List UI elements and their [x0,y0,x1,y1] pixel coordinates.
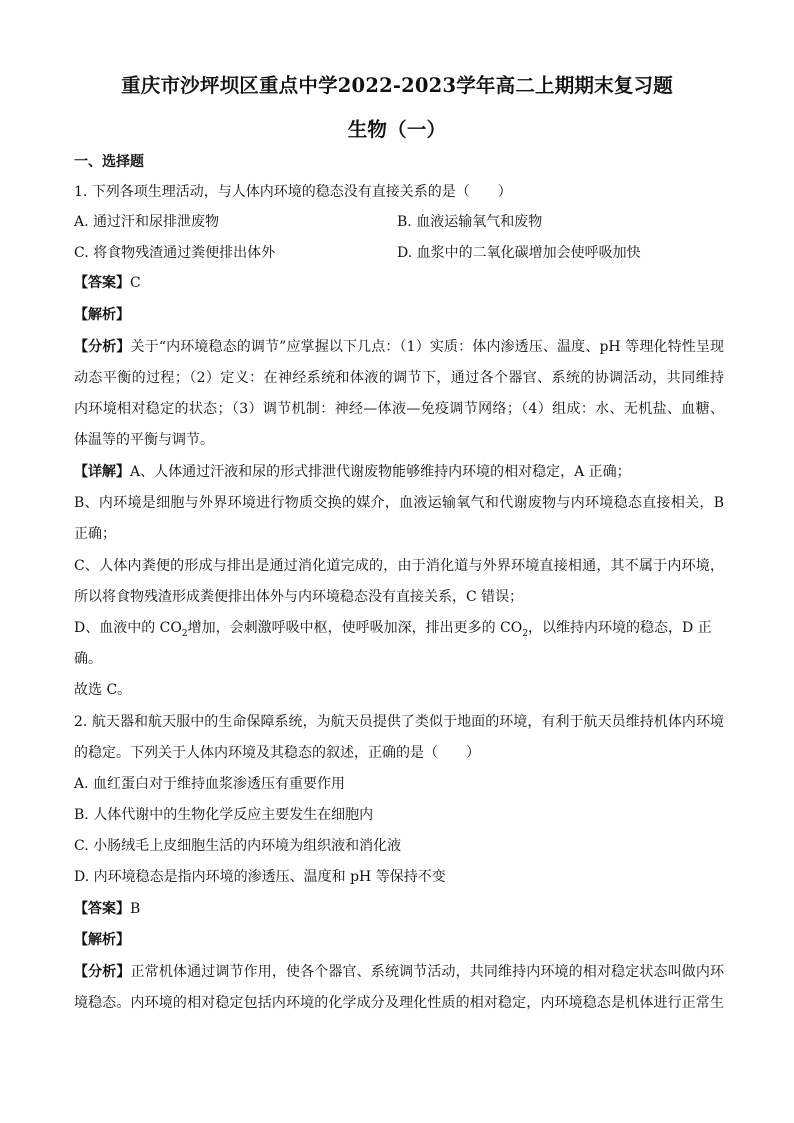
fenxi-text: 正常机体通过调节作用，使各个器官、系统调节活动，共同维持内环境的相对稳定状态叫做内环 [130,964,725,980]
document-subtitle: 生物（一） [347,118,447,141]
fenxi-text: 关于“内环境稳态的调节”应掌握以下几点：（1）实质：体内渗透压、温度、pH 等理化特性呈现 [130,339,725,355]
fenxi-tag: 【分析】 [74,339,131,355]
q1-fenxi-line-1 [74,337,724,357]
q1-option-b: B. 血液运输氧气和废物 [397,214,543,230]
q1-option-c: C. 将食物残渣通过粪便排出体外 [74,245,276,261]
q1-conclusion: 故选 C。 [74,682,132,698]
q1-xiangjie-line-2: B、内环境是细胞与外界环境进行物质交换的媒介，血液运输氧气和代谢废物与内环境稳态直接相关，B [74,495,724,511]
q2-stem-line-1: 2. 航天器和航天服中的生命保障系统，为航天员提供了类似于地面的环境，有利于航天员维持机体内环境 [74,714,724,730]
q1-fenxi-line-4: 体温等的平衡与调节。 [74,432,214,448]
xiangjie-text: A、人体通过汗液和尿的形式排泄代谢废物能够维持内环境的相对稳定，A 正确； [130,464,631,480]
q2-stem-line-2: 的稳定。下列关于人体内环境及其稳态的叙述，正确的是（ ） [74,745,480,761]
q2-option-c: C. 小肠绒毛上皮细胞生活的内环境为组织液和消化液 [74,838,402,854]
q1-xiangjie-line-1 [74,462,724,482]
q2-jiexi-tag: 【解析】 [74,932,130,948]
d-line-part-3: ，以维持内环境的稳态，D 正 [527,620,712,636]
q1-option-a: A. 通过汗和尿排泄废物 [74,214,220,230]
q2-option-a: A. 血红蛋白对于维持血浆渗透压有重要作用 [74,776,346,792]
q1-answer [74,273,724,293]
answer-value: C [130,275,141,291]
q1-xiangjie-line-7: 确。 [74,651,102,667]
q2-option-d: D. 内环境稳态是指内环境的渗透压、温度和 pH 等保持不变 [74,869,446,885]
q2-fenxi-line-2: 境稳态。内环境的相对稳定包括内环境的化学成分及理化性质的相对稳定，内环境稳态是机体进行正常生 [74,995,724,1011]
q1-jiexi-tag: 【解析】 [74,307,130,323]
q2-answer [74,899,724,919]
fenxi-tag: 【分析】 [74,964,131,980]
co2-subscript: 2 [522,628,528,639]
answer-tag: 【答案】 [74,275,130,291]
answer-tag: 【答案】 [74,901,130,917]
answer-value: B [130,901,141,917]
q1-xiangjie-line-6 [74,618,724,644]
q1-xiangjie-line-5: 所以将食物残渣形成粪便排出体外与内环境稳态没有直接关系，C 错误； [74,589,524,605]
q1-stem: 1. 下列各项生理活动，与人体内环境的稳态没有直接关系的是（ ） [74,184,512,200]
q1-fenxi-line-3: 内环境相对稳定的状态；（3）调节机制：神经—体液—免疫调节网络；（4）组成：水、无机盐、血糖、 [74,401,724,417]
xiangjie-tag: 【详解】 [74,464,130,480]
co2-subscript: 2 [181,628,188,639]
q1-option-d: D. 血浆中的二氧化碳增加会使呼吸加快 [397,245,641,261]
q1-xiangjie-line-3: 正确； [74,526,116,542]
q1-fenxi-line-2: 动态平衡的过程；（2）定义：在神经系统和体液的调节下，通过各个器官、系统的协调活动，共同维持 [74,370,724,386]
q1-xiangjie-line-4: C、人体内粪便的形成与排出是通过消化道完成的，由于消化道与外界环境直接相通，其不属于内环境， [74,558,724,574]
d-line-part-1: D、血液中的 CO [74,620,182,636]
section-heading: 一、选择题 [74,154,144,170]
d-line-part-2: 增加，会刺激呼吸中枢，使呼吸加深，排出更多的 CO [187,620,523,636]
q2-option-b: B. 人体代谢中的生物化学反应主要发生在细胞内 [74,807,374,823]
document-title: 重庆市沙坪坝区重点中学2022-2023学年高二上期期末复习题 [121,74,673,97]
q2-fenxi-line-1 [74,962,724,982]
